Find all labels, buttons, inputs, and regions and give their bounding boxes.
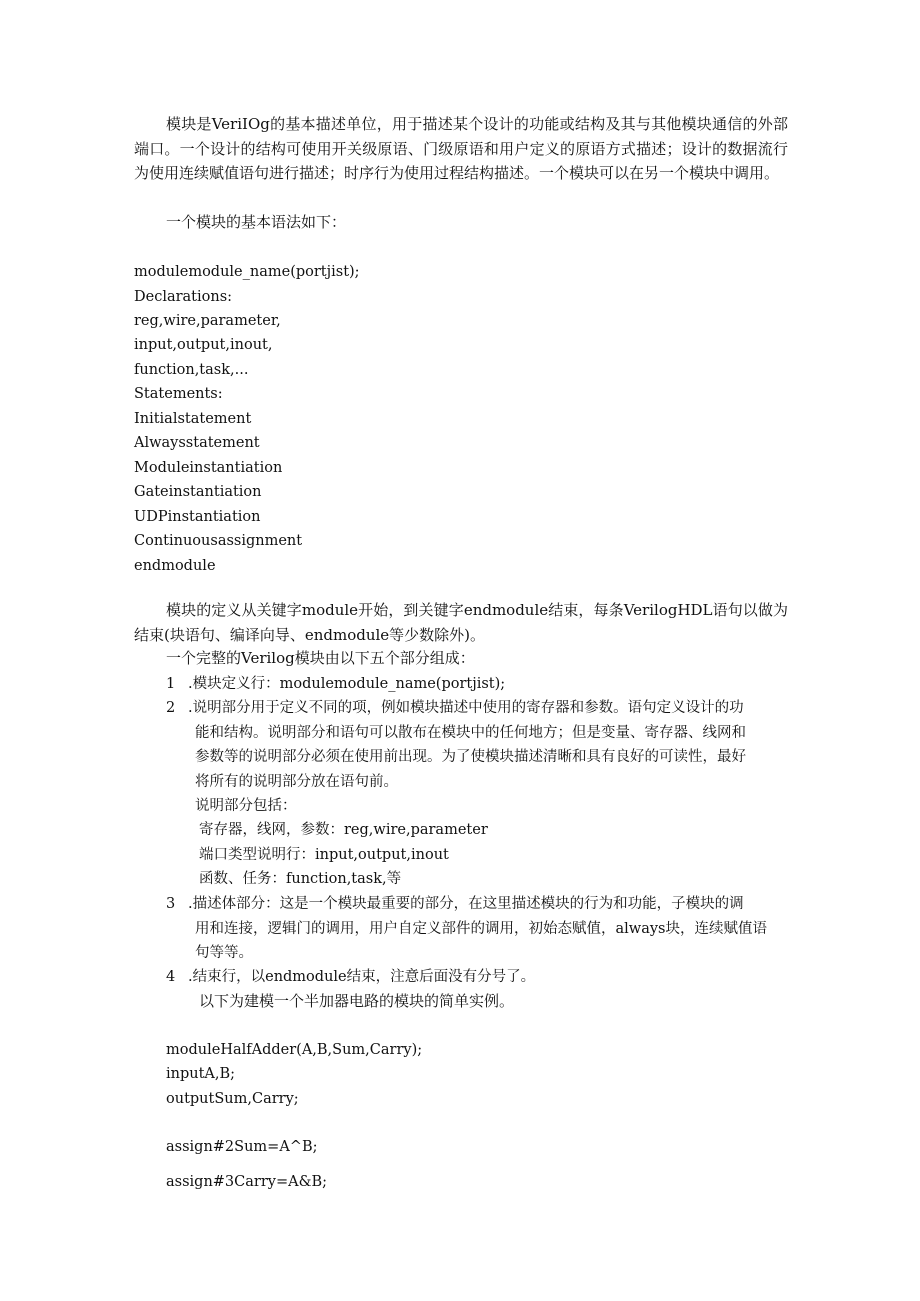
syntax-line: modulemodule_name(portjist); <box>134 264 360 280</box>
item-line: 能和结构。说明部分和语句可以散布在模块中的任何地方；但是变量、寄存器、线网和 <box>195 724 746 741</box>
syntax-line: endmodule <box>134 558 216 574</box>
item-line: 句等等。 <box>195 945 253 961</box>
syntax-line: Statements: <box>134 386 223 402</box>
list-item <box>188 672 788 697</box>
intro-paragraph: 模块是VeriIOg的基本描述单位，用于描述某个设计的功能或结构及其与其他模块通信的外部端口。一个设计的结构可使用开关级原语、门级原语和用户定义的原语方式描述；设计的数据流行为使用连续赋值语句进行描述；时序行为使用过程结构描述。一个模块可以在另一个模块中调用。 <box>134 115 788 182</box>
syntax-line: reg,wire,parameter, <box>134 313 281 329</box>
item-number: 3 <box>166 896 176 912</box>
list-item <box>188 965 788 990</box>
syntax-line: input,output,inout, <box>134 337 273 353</box>
parts-intro: 一个完整的Verilog模块由以下五个部分组成： <box>166 649 475 667</box>
item-number: 2 <box>166 700 176 716</box>
code-line: inputA,B; <box>166 1066 236 1082</box>
syntax-line: Gateinstantiation <box>134 484 262 500</box>
list-item <box>188 696 788 794</box>
syntax-intro: 一个模块的基本语法如下： <box>166 213 347 231</box>
sub-item: 端口类型说明行：input,output,inout <box>199 847 449 863</box>
item-line: 用和连接，逻辑门的调用，用户自定义部件的调用，初始态赋值，always块，连续赋值语 <box>195 920 767 937</box>
code-line: outputSum,Carry; <box>166 1091 299 1107</box>
code-line: assign#2Sum=A^B; <box>166 1139 318 1155</box>
sub-title: 说明部分包括： <box>195 798 297 814</box>
syntax-line: Declarations: <box>134 289 233 305</box>
item-line: 将所有的说明部分放在语句前。 <box>195 773 398 790</box>
item-line: .说明部分用于定义不同的项，例如模块描述中使用的寄存器和参数。语句定义设计的功 <box>188 700 744 716</box>
definition-paragraph: 模块的定义从关键字module开始，到关键字endmodule结束，每条VerilogHDL语句以做为结束(块语句、编译向导、endmodule等少数除外)。 <box>134 601 788 644</box>
item-number: 1 <box>166 676 176 692</box>
item-line: 参数等的说明部分必须在使用前出现。为了使模块描述清晰和具有良好的可读性，最好 <box>195 749 746 765</box>
syntax-line: Moduleinstantiation <box>134 460 283 476</box>
item-line: .模块定义行：modulemodule_name(portjist); <box>188 676 506 692</box>
list-item <box>188 892 788 966</box>
sub-item: 寄存器，线网，参数：reg,wire,parameter <box>199 822 488 838</box>
syntax-line: UDPinstantiation <box>134 509 261 525</box>
syntax-line: Alwaysstatement <box>134 435 260 451</box>
sub-item: 函数、任务：function,task,等 <box>199 871 402 887</box>
syntax-line: Continuousassignment <box>134 533 303 549</box>
example-intro: 以下为建模一个半加器电路的模块的简单实例。 <box>199 992 515 1010</box>
item-line: .结束行，以endmodule结束，注意后面没有分号了。 <box>188 969 536 985</box>
item-line: .描述体部分：这是一个模块最重要的部分，在这里描述模块的行为和功能，子模块的调 <box>188 896 744 912</box>
syntax-line: Initialstatement <box>134 411 252 427</box>
syntax-line: function,task,... <box>134 362 249 378</box>
code-line: assign#3Carry=A&B; <box>166 1174 328 1190</box>
code-line: moduleHalfAdder(A,B,Sum,Carry); <box>166 1042 423 1058</box>
item-number: 4 <box>166 969 176 985</box>
